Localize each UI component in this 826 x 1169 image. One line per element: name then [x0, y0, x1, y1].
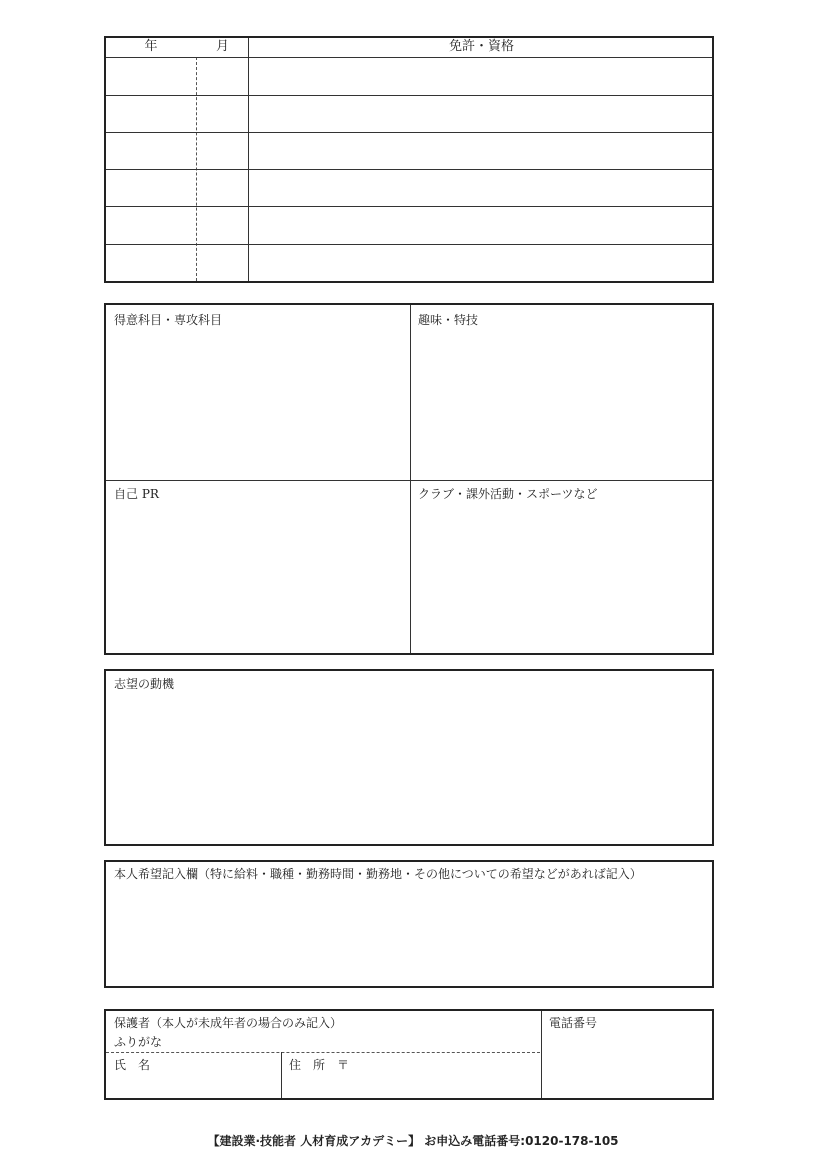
- header-license: 免許・資格: [448, 39, 514, 54]
- self-pr-label: 自己 PR: [114, 487, 159, 501]
- phone-label: 電話番号: [549, 1016, 598, 1030]
- motivation-field[interactable]: [104, 669, 714, 846]
- hobbies-field[interactable]: [411, 305, 712, 480]
- strong-subjects-field[interactable]: [106, 305, 410, 480]
- license-row-2[interactable]: [106, 96, 712, 132]
- club-field[interactable]: [411, 481, 712, 653]
- guardian-phone-field[interactable]: [542, 1011, 712, 1098]
- motivation-label: 志望の動機: [114, 677, 175, 691]
- name-label: 氏 名: [114, 1058, 151, 1072]
- club-label: クラブ・課外活動・スポーツなど: [418, 487, 598, 501]
- guardian-furigana-field[interactable]: [106, 1033, 541, 1052]
- guardian-section: [104, 1009, 714, 1100]
- license-row-6[interactable]: [106, 245, 712, 281]
- furigana-label: ふりがな: [114, 1035, 163, 1049]
- license-table: [104, 36, 714, 283]
- license-row-1[interactable]: [106, 58, 712, 95]
- footer-contact: 【建設業·技能者 人材育成アカデミー】 お申込み電話番号:0120-178-105: [207, 1134, 619, 1148]
- header-month: 月: [215, 39, 229, 54]
- header-year: 年: [144, 39, 158, 54]
- guardian-name-field[interactable]: [106, 1053, 281, 1098]
- address-label: 住 所 〒: [289, 1058, 350, 1072]
- profile-grid: [104, 303, 714, 655]
- hobbies-label: 趣味・特技: [418, 313, 479, 327]
- license-row-4[interactable]: [106, 170, 712, 206]
- license-row-5[interactable]: [106, 207, 712, 244]
- self-pr-field[interactable]: [106, 481, 410, 653]
- license-row-3[interactable]: [106, 133, 712, 169]
- wishes-field[interactable]: [104, 860, 714, 988]
- wishes-label: 本人希望記入欄（特に給料・職種・勤務時間・勤務地・その他についての希望などがあれば記入）: [114, 867, 642, 881]
- strong-subjects-label: 得意科目・専攻科目: [114, 313, 223, 327]
- guardian-address-field[interactable]: [282, 1053, 541, 1098]
- guardian-title: 保護者（本人が未成年者の場合のみ記入）: [114, 1016, 343, 1030]
